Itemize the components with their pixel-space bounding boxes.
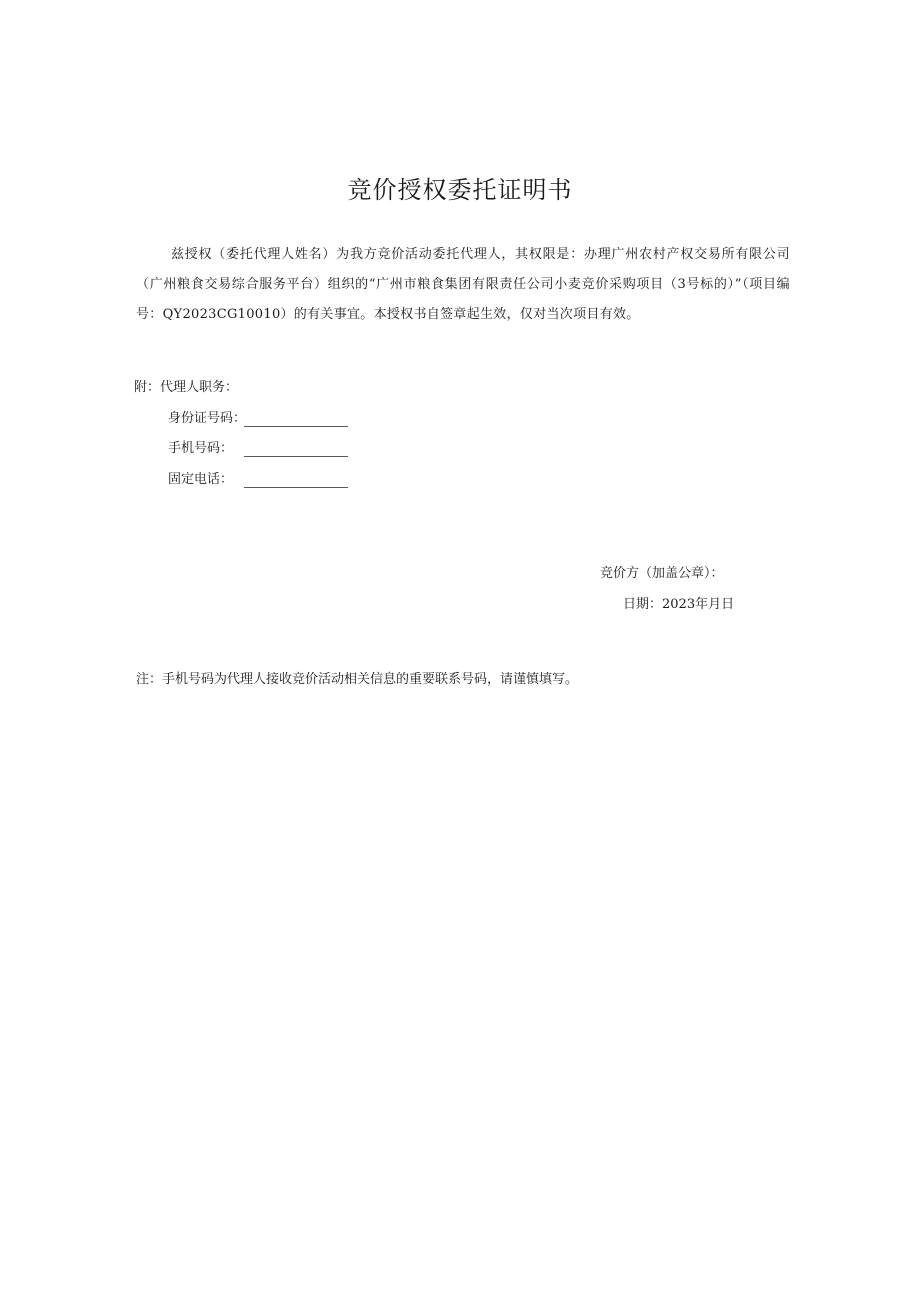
mobile-number-field <box>168 438 348 460</box>
authorization-paragraph: 兹授权（委托代理人姓名）为我方竞价活动委托代理人，其权限是：办理广州农村产权交易所有限公司（广州粮食交易综合服务平台）组织的“广州市粮食集团有限责任公司小麦竞价采购项目（3号标的）”（项目编号：QY2023CG10010）的有关事宜。本授权书自签章起生效，仅对当次项目有效。 <box>136 247 790 322</box>
landline-field <box>168 469 348 491</box>
id-number-label: 身份证号码： <box>168 411 247 426</box>
document-title: 竞价授权委托证明书 <box>347 176 573 204</box>
attachment-heading: 附：代理人职务： <box>134 380 239 395</box>
footnote: 注：手机号码为代理人接收竞价活动相关信息的重要联系号码，请谨慎填写。 <box>136 672 579 687</box>
mobile-number-blank-line[interactable] <box>244 441 348 457</box>
id-number-field <box>168 408 348 430</box>
landline-label: 固定电话： <box>168 472 234 487</box>
bidder-seal-label: 竞价方（加盖公章）： <box>600 566 724 581</box>
signature-date: 日期：2023年月日 <box>623 597 735 612</box>
mobile-number-label: 手机号码： <box>168 441 234 456</box>
id-number-blank-line[interactable] <box>244 411 348 427</box>
landline-blank-line[interactable] <box>244 472 348 488</box>
